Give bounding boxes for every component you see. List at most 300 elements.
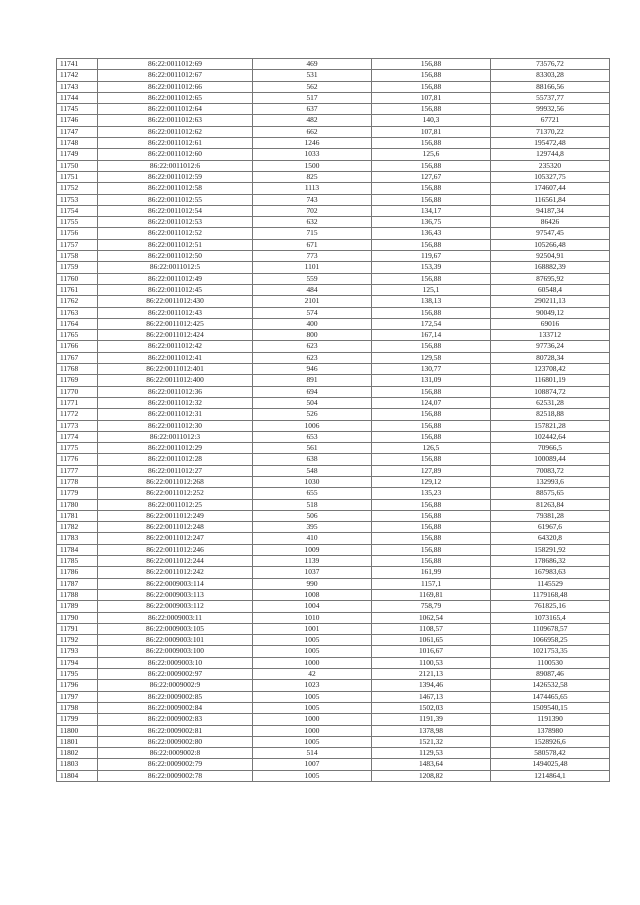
rate-cell: 1467,13 xyxy=(372,691,491,702)
area-cell: 514 xyxy=(253,748,372,759)
value-cell: 69016 xyxy=(491,318,610,329)
rate-cell: 126,5 xyxy=(372,443,491,454)
table-row xyxy=(57,476,610,487)
cadastral-number-cell: 86:22:0009002:9 xyxy=(98,680,253,691)
cadastral-number-cell: 86:22:0011012:31 xyxy=(98,409,253,420)
row-number-cell: 11755 xyxy=(57,217,98,228)
rate-cell: 129,58 xyxy=(372,352,491,363)
table-row xyxy=(57,386,610,397)
row-number-cell: 11776 xyxy=(57,454,98,465)
cadastral-value-table xyxy=(56,58,610,782)
cadastral-number-cell: 86:22:0009002:80 xyxy=(98,736,253,747)
row-number-cell: 11765 xyxy=(57,330,98,341)
row-number-cell: 11758 xyxy=(57,251,98,262)
area-cell: 517 xyxy=(253,92,372,103)
rate-cell: 119,67 xyxy=(372,251,491,262)
table-row xyxy=(57,454,610,465)
value-cell: 580578,42 xyxy=(491,748,610,759)
table-row xyxy=(57,138,610,149)
value-cell: 1021753,35 xyxy=(491,646,610,657)
area-cell: 825 xyxy=(253,171,372,182)
area-cell: 1101 xyxy=(253,262,372,273)
value-cell: 55737,77 xyxy=(491,92,610,103)
cadastral-number-cell: 86:22:0009002:79 xyxy=(98,759,253,770)
value-cell: 1214864,1 xyxy=(491,770,610,781)
table-row xyxy=(57,431,610,442)
value-cell: 82518,88 xyxy=(491,409,610,420)
value-cell: 168882,39 xyxy=(491,262,610,273)
cadastral-number-cell: 86:22:0011012:425 xyxy=(98,318,253,329)
area-cell: 990 xyxy=(253,578,372,589)
value-cell: 133712 xyxy=(491,330,610,341)
value-cell: 71370,22 xyxy=(491,126,610,137)
cadastral-number-cell: 86:22:0011012:244 xyxy=(98,556,253,567)
area-cell: 506 xyxy=(253,510,372,521)
row-number-cell: 11787 xyxy=(57,578,98,589)
cadastral-number-cell: 86:22:0009003:112 xyxy=(98,601,253,612)
rate-cell: 1100,53 xyxy=(372,657,491,668)
rate-cell: 167,14 xyxy=(372,330,491,341)
value-cell: 62531,28 xyxy=(491,397,610,408)
cadastral-number-cell: 86:22:0011012:29 xyxy=(98,443,253,454)
table-row xyxy=(57,691,610,702)
rate-cell: 136,43 xyxy=(372,228,491,239)
row-number-cell: 11789 xyxy=(57,601,98,612)
rate-cell: 1394,46 xyxy=(372,680,491,691)
value-cell: 90049,12 xyxy=(491,307,610,318)
value-cell: 1191390 xyxy=(491,714,610,725)
table-row xyxy=(57,714,610,725)
rate-cell: 127,67 xyxy=(372,171,491,182)
cadastral-number-cell: 86:22:0011012:400 xyxy=(98,375,253,386)
table-row xyxy=(57,307,610,318)
table-row xyxy=(57,296,610,307)
rate-cell: 156,88 xyxy=(372,533,491,544)
rate-cell: 156,88 xyxy=(372,420,491,431)
cadastral-number-cell: 86:22:0011012:62 xyxy=(98,126,253,137)
table-row xyxy=(57,364,610,375)
cadastral-number-cell: 86:22:0011012:52 xyxy=(98,228,253,239)
value-cell: 1145529 xyxy=(491,578,610,589)
area-cell: 694 xyxy=(253,386,372,397)
rate-cell: 156,88 xyxy=(372,70,491,81)
value-cell: 116801,19 xyxy=(491,375,610,386)
area-cell: 1005 xyxy=(253,691,372,702)
value-cell: 86426 xyxy=(491,217,610,228)
table-row xyxy=(57,352,610,363)
rate-cell: 138,13 xyxy=(372,296,491,307)
value-cell: 1494025,48 xyxy=(491,759,610,770)
area-cell: 655 xyxy=(253,488,372,499)
row-number-cell: 11790 xyxy=(57,612,98,623)
table-row xyxy=(57,59,610,70)
row-number-cell: 11783 xyxy=(57,533,98,544)
value-cell: 1100530 xyxy=(491,657,610,668)
table-row xyxy=(57,612,610,623)
cadastral-number-cell: 86:22:0011012:59 xyxy=(98,171,253,182)
cadastral-number-cell: 86:22:0011012:401 xyxy=(98,364,253,375)
value-cell: 174607,44 xyxy=(491,183,610,194)
table-row xyxy=(57,273,610,284)
row-number-cell: 11754 xyxy=(57,205,98,216)
area-cell: 1000 xyxy=(253,714,372,725)
cadastral-number-cell: 86:22:0011012:51 xyxy=(98,239,253,250)
table-row xyxy=(57,397,610,408)
value-cell: 79381,28 xyxy=(491,510,610,521)
table-row xyxy=(57,443,610,454)
cadastral-number-cell: 86:22:0009003:11 xyxy=(98,612,253,623)
row-number-cell: 11782 xyxy=(57,522,98,533)
rate-cell: 127,89 xyxy=(372,465,491,476)
table-row xyxy=(57,262,610,273)
row-number-cell: 11796 xyxy=(57,680,98,691)
cadastral-number-cell: 86:22:0011012:58 xyxy=(98,183,253,194)
cadastral-number-cell: 86:22:0011012:246 xyxy=(98,544,253,555)
rate-cell: 758,79 xyxy=(372,601,491,612)
area-cell: 1139 xyxy=(253,556,372,567)
rate-cell: 156,88 xyxy=(372,81,491,92)
table-row xyxy=(57,183,610,194)
area-cell: 2101 xyxy=(253,296,372,307)
row-number-cell: 11764 xyxy=(57,318,98,329)
value-cell: 97547,45 xyxy=(491,228,610,239)
value-cell: 97736,24 xyxy=(491,341,610,352)
rate-cell: 156,88 xyxy=(372,556,491,567)
rate-cell: 153,39 xyxy=(372,262,491,273)
rate-cell: 1157,1 xyxy=(372,578,491,589)
area-cell: 662 xyxy=(253,126,372,137)
value-cell: 1066958,25 xyxy=(491,635,610,646)
value-cell: 94187,34 xyxy=(491,205,610,216)
area-cell: 1007 xyxy=(253,759,372,770)
rate-cell: 156,88 xyxy=(372,544,491,555)
area-cell: 1246 xyxy=(253,138,372,149)
area-cell: 638 xyxy=(253,454,372,465)
rate-cell: 1129,53 xyxy=(372,748,491,759)
cadastral-number-cell: 86:22:0011012:242 xyxy=(98,567,253,578)
area-cell: 526 xyxy=(253,409,372,420)
row-number-cell: 11799 xyxy=(57,714,98,725)
rate-cell: 156,88 xyxy=(372,59,491,70)
rate-cell: 1191,39 xyxy=(372,714,491,725)
value-cell: 1474465,65 xyxy=(491,691,610,702)
area-cell: 561 xyxy=(253,443,372,454)
row-number-cell: 11791 xyxy=(57,623,98,634)
cadastral-number-cell: 86:22:0011012:41 xyxy=(98,352,253,363)
row-number-cell: 11777 xyxy=(57,465,98,476)
cadastral-number-cell: 86:22:0011012:5 xyxy=(98,262,253,273)
value-cell: 92504,91 xyxy=(491,251,610,262)
row-number-cell: 11774 xyxy=(57,431,98,442)
value-cell: 100089,44 xyxy=(491,454,610,465)
cadastral-number-cell: 86:22:0009002:84 xyxy=(98,702,253,713)
rate-cell: 1108,57 xyxy=(372,623,491,634)
rate-cell: 156,88 xyxy=(372,499,491,510)
cadastral-number-cell: 86:22:0011012:3 xyxy=(98,431,253,442)
rate-cell: 1483,64 xyxy=(372,759,491,770)
rate-cell: 156,88 xyxy=(372,510,491,521)
area-cell: 484 xyxy=(253,284,372,295)
row-number-cell: 11775 xyxy=(57,443,98,454)
row-number-cell: 11773 xyxy=(57,420,98,431)
value-cell: 61967,6 xyxy=(491,522,610,533)
value-cell: 116561,84 xyxy=(491,194,610,205)
value-cell: 89087,46 xyxy=(491,669,610,680)
area-cell: 1010 xyxy=(253,612,372,623)
row-number-cell: 11801 xyxy=(57,736,98,747)
row-number-cell: 11802 xyxy=(57,748,98,759)
cadastral-number-cell: 86:22:0011012:43 xyxy=(98,307,253,318)
row-number-cell: 11772 xyxy=(57,409,98,420)
area-cell: 410 xyxy=(253,533,372,544)
row-number-cell: 11756 xyxy=(57,228,98,239)
row-number-cell: 11757 xyxy=(57,239,98,250)
cadastral-number-cell: 86:22:0011012:36 xyxy=(98,386,253,397)
rate-cell: 129,12 xyxy=(372,476,491,487)
area-cell: 1500 xyxy=(253,160,372,171)
value-cell: 73576,72 xyxy=(491,59,610,70)
area-cell: 395 xyxy=(253,522,372,533)
table-body xyxy=(57,59,610,782)
area-cell: 1113 xyxy=(253,183,372,194)
row-number-cell: 11788 xyxy=(57,589,98,600)
value-cell: 102442,64 xyxy=(491,431,610,442)
table-row xyxy=(57,318,610,329)
table-row xyxy=(57,578,610,589)
rate-cell: 156,88 xyxy=(372,160,491,171)
rate-cell: 135,23 xyxy=(372,488,491,499)
row-number-cell: 11742 xyxy=(57,70,98,81)
value-cell: 81263,84 xyxy=(491,499,610,510)
rate-cell: 161,99 xyxy=(372,567,491,578)
area-cell: 1001 xyxy=(253,623,372,634)
rate-cell: 1062,54 xyxy=(372,612,491,623)
table-row xyxy=(57,725,610,736)
table-row xyxy=(57,669,610,680)
row-number-cell: 11759 xyxy=(57,262,98,273)
cadastral-number-cell: 86:22:0011012:30 xyxy=(98,420,253,431)
table-row xyxy=(57,702,610,713)
table-row xyxy=(57,601,610,612)
rate-cell: 1208,82 xyxy=(372,770,491,781)
rate-cell: 156,88 xyxy=(372,522,491,533)
area-cell: 1033 xyxy=(253,149,372,160)
cadastral-number-cell: 86:22:0011012:424 xyxy=(98,330,253,341)
cadastral-number-cell: 86:22:0011012:430 xyxy=(98,296,253,307)
value-cell: 1109678,57 xyxy=(491,623,610,634)
area-cell: 891 xyxy=(253,375,372,386)
cadastral-number-cell: 86:22:0011012:27 xyxy=(98,465,253,476)
row-number-cell: 11747 xyxy=(57,126,98,137)
cadastral-number-cell: 86:22:0011012:63 xyxy=(98,115,253,126)
value-cell: 67721 xyxy=(491,115,610,126)
rate-cell: 136,75 xyxy=(372,217,491,228)
table-row xyxy=(57,522,610,533)
row-number-cell: 11763 xyxy=(57,307,98,318)
table-row xyxy=(57,420,610,431)
cadastral-number-cell: 86:22:0009002:8 xyxy=(98,748,253,759)
area-cell: 1008 xyxy=(253,589,372,600)
cadastral-number-cell: 86:22:0011012:248 xyxy=(98,522,253,533)
row-number-cell: 11743 xyxy=(57,81,98,92)
cadastral-number-cell: 86:22:0011012:61 xyxy=(98,138,253,149)
row-number-cell: 11760 xyxy=(57,273,98,284)
area-cell: 469 xyxy=(253,59,372,70)
row-number-cell: 11792 xyxy=(57,635,98,646)
table-row xyxy=(57,205,610,216)
row-number-cell: 11751 xyxy=(57,171,98,182)
cadastral-number-cell: 86:22:0009003:105 xyxy=(98,623,253,634)
cadastral-number-cell: 86:22:0011012:54 xyxy=(98,205,253,216)
area-cell: 671 xyxy=(253,239,372,250)
value-cell: 70966,5 xyxy=(491,443,610,454)
area-cell: 559 xyxy=(253,273,372,284)
table-row xyxy=(57,544,610,555)
rate-cell: 124,07 xyxy=(372,397,491,408)
row-number-cell: 11803 xyxy=(57,759,98,770)
area-cell: 702 xyxy=(253,205,372,216)
area-cell: 1005 xyxy=(253,646,372,657)
value-cell: 123708,42 xyxy=(491,364,610,375)
row-number-cell: 11761 xyxy=(57,284,98,295)
value-cell: 108874,72 xyxy=(491,386,610,397)
row-number-cell: 11746 xyxy=(57,115,98,126)
table-row xyxy=(57,510,610,521)
row-number-cell: 11749 xyxy=(57,149,98,160)
table-row xyxy=(57,341,610,352)
value-cell: 235320 xyxy=(491,160,610,171)
area-cell: 518 xyxy=(253,499,372,510)
rate-cell: 1521,32 xyxy=(372,736,491,747)
cadastral-number-cell: 86:22:0011012:247 xyxy=(98,533,253,544)
row-number-cell: 11778 xyxy=(57,476,98,487)
table-row xyxy=(57,330,610,341)
value-cell: 1528926,6 xyxy=(491,736,610,747)
cadastral-number-cell: 86:22:0011012:67 xyxy=(98,70,253,81)
row-number-cell: 11744 xyxy=(57,92,98,103)
row-number-cell: 11762 xyxy=(57,296,98,307)
value-cell: 87695,92 xyxy=(491,273,610,284)
row-number-cell: 11804 xyxy=(57,770,98,781)
value-cell: 1378980 xyxy=(491,725,610,736)
area-cell: 562 xyxy=(253,81,372,92)
row-number-cell: 11781 xyxy=(57,510,98,521)
rate-cell: 107,81 xyxy=(372,92,491,103)
cadastral-number-cell: 86:22:0009003:100 xyxy=(98,646,253,657)
area-cell: 715 xyxy=(253,228,372,239)
row-number-cell: 11750 xyxy=(57,160,98,171)
table-row xyxy=(57,284,610,295)
cadastral-number-cell: 86:22:0011012:28 xyxy=(98,454,253,465)
row-number-cell: 11768 xyxy=(57,364,98,375)
row-number-cell: 11786 xyxy=(57,567,98,578)
row-number-cell: 11795 xyxy=(57,669,98,680)
area-cell: 504 xyxy=(253,397,372,408)
rate-cell: 156,88 xyxy=(372,183,491,194)
row-number-cell: 11780 xyxy=(57,499,98,510)
rate-cell: 1061,65 xyxy=(372,635,491,646)
table-row xyxy=(57,589,610,600)
table-row xyxy=(57,217,610,228)
rate-cell: 125,6 xyxy=(372,149,491,160)
cadastral-number-cell: 86:22:0009003:114 xyxy=(98,578,253,589)
value-cell: 158291,92 xyxy=(491,544,610,555)
table-row xyxy=(57,465,610,476)
table-row xyxy=(57,770,610,781)
cadastral-number-cell: 86:22:0009002:78 xyxy=(98,770,253,781)
row-number-cell: 11785 xyxy=(57,556,98,567)
cadastral-number-cell: 86:22:0011012:65 xyxy=(98,92,253,103)
value-cell: 290211,13 xyxy=(491,296,610,307)
cadastral-number-cell: 86:22:0009003:113 xyxy=(98,589,253,600)
row-number-cell: 11779 xyxy=(57,488,98,499)
area-cell: 1037 xyxy=(253,567,372,578)
table-row xyxy=(57,680,610,691)
rate-cell: 156,88 xyxy=(372,454,491,465)
table-row xyxy=(57,375,610,386)
area-cell: 1000 xyxy=(253,725,372,736)
rate-cell: 156,88 xyxy=(372,431,491,442)
value-cell: 761825,16 xyxy=(491,601,610,612)
row-number-cell: 11752 xyxy=(57,183,98,194)
value-cell: 105327,75 xyxy=(491,171,610,182)
cadastral-number-cell: 86:22:0009002:81 xyxy=(98,725,253,736)
rate-cell: 156,88 xyxy=(372,386,491,397)
table-row xyxy=(57,748,610,759)
table-row xyxy=(57,126,610,137)
row-number-cell: 11769 xyxy=(57,375,98,386)
row-number-cell: 11770 xyxy=(57,386,98,397)
rate-cell: 156,88 xyxy=(372,194,491,205)
row-number-cell: 11800 xyxy=(57,725,98,736)
cadastral-number-cell: 86:22:0011012:252 xyxy=(98,488,253,499)
value-cell: 83303,28 xyxy=(491,70,610,81)
cadastral-number-cell: 86:22:0011012:268 xyxy=(98,476,253,487)
area-cell: 773 xyxy=(253,251,372,262)
area-cell: 1004 xyxy=(253,601,372,612)
rate-cell: 156,88 xyxy=(372,273,491,284)
rate-cell: 156,88 xyxy=(372,104,491,115)
cadastral-number-cell: 86:22:0011012:25 xyxy=(98,499,253,510)
value-cell: 64320,8 xyxy=(491,533,610,544)
rate-cell: 125,1 xyxy=(372,284,491,295)
table-row xyxy=(57,194,610,205)
cadastral-number-cell: 86:22:0009002:85 xyxy=(98,691,253,702)
area-cell: 531 xyxy=(253,70,372,81)
rate-cell: 130,77 xyxy=(372,364,491,375)
area-cell: 1030 xyxy=(253,476,372,487)
cadastral-number-cell: 86:22:0011012:49 xyxy=(98,273,253,284)
value-cell: 70083,72 xyxy=(491,465,610,476)
table-row xyxy=(57,70,610,81)
value-cell: 1179168,48 xyxy=(491,589,610,600)
value-cell: 1073165,4 xyxy=(491,612,610,623)
row-number-cell: 11798 xyxy=(57,702,98,713)
row-number-cell: 11794 xyxy=(57,657,98,668)
cadastral-number-cell: 86:22:0011012:69 xyxy=(98,59,253,70)
table-row xyxy=(57,149,610,160)
area-cell: 482 xyxy=(253,115,372,126)
value-cell: 195472,48 xyxy=(491,138,610,149)
area-cell: 623 xyxy=(253,352,372,363)
table-row xyxy=(57,92,610,103)
area-cell: 400 xyxy=(253,318,372,329)
table-row xyxy=(57,488,610,499)
area-cell: 946 xyxy=(253,364,372,375)
cadastral-number-cell: 86:22:0009003:101 xyxy=(98,635,253,646)
value-cell: 99932,56 xyxy=(491,104,610,115)
rate-cell: 107,81 xyxy=(372,126,491,137)
